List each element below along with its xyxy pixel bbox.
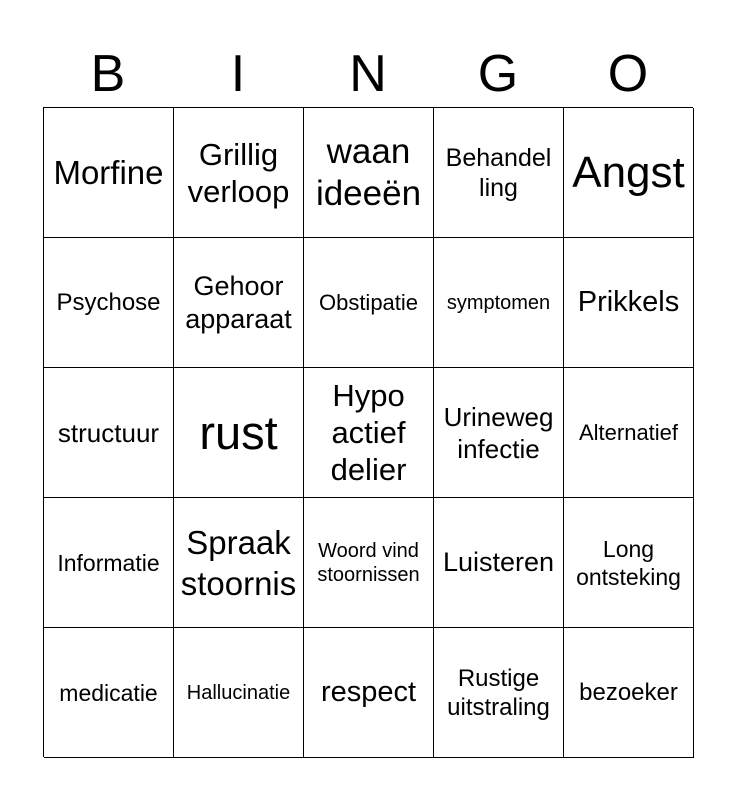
bingo-cell[interactable] [304,368,434,498]
cell-text: Gehoor apparaat [185,270,292,334]
cell-text: structuur [57,417,160,448]
cell-text: Alternatief [578,420,679,445]
bingo-cell[interactable] [174,498,304,628]
bingo-header [43,42,693,106]
cell-text: medicatie [59,679,158,706]
bingo-cell[interactable] [174,238,304,368]
bingo-cell[interactable] [564,368,694,498]
cell-text: respect [320,676,417,708]
cell-text: Long ontsteking [576,535,681,590]
bingo-cell[interactable] [564,108,694,238]
bingo-cell[interactable] [564,238,694,368]
cell-text: Woord vind stoornissen [317,539,420,586]
bingo-cell[interactable] [434,498,564,628]
cell-text: Angst [572,147,685,197]
cell-text: Prikkels [577,286,680,318]
cell-text: Rustige uitstraling [447,664,550,721]
bingo-cell[interactable] [304,498,434,628]
header-letter-n: N [349,45,387,103]
header-letter-g: G [477,45,519,103]
cell-text: Urineweg infectie [443,401,554,464]
bingo-cell[interactable] [174,368,304,498]
bingo-cell[interactable] [304,628,434,758]
bingo-cell[interactable] [564,628,694,758]
cell-text: bezoeker [579,679,678,706]
bingo-cell[interactable] [434,628,564,758]
header-letter-i: I [230,45,246,103]
bingo-cell[interactable] [564,498,694,628]
bingo-cell[interactable] [434,238,564,368]
bingo-cell[interactable] [44,238,174,368]
bingo-board [43,107,693,757]
cell-text: Morfine [53,154,164,191]
cell-text: Psychose [56,289,161,316]
cell-text: Spraak stoornis [180,523,297,602]
bingo-cell[interactable] [434,368,564,498]
cell-text: Hallucinatie [186,681,291,704]
bingo-cell[interactable] [304,108,434,238]
cell-text: Luisteren [442,547,555,577]
bingo-cell[interactable] [174,108,304,238]
bingo-cell[interactable] [44,368,174,498]
cell-text: rust [199,405,278,459]
cell-text: Obstipatie [318,290,419,315]
cell-text: waan ideeën [315,131,422,213]
bingo-cell[interactable] [44,108,174,238]
cell-text: symptomen [446,291,551,314]
header-letter-o: O [607,45,649,103]
cell-text: Behandel ling [445,143,552,202]
cell-text: Grillig verloop [187,136,290,209]
header-letter-b: B [90,45,126,103]
bingo-cell[interactable] [304,238,434,368]
cell-text: Hypo actief delier [330,378,407,487]
bingo-cell[interactable] [44,498,174,628]
bingo-cell[interactable] [44,628,174,758]
bingo-cell[interactable] [434,108,564,238]
cell-text: Informatie [57,549,160,576]
bingo-cell[interactable] [174,628,304,758]
